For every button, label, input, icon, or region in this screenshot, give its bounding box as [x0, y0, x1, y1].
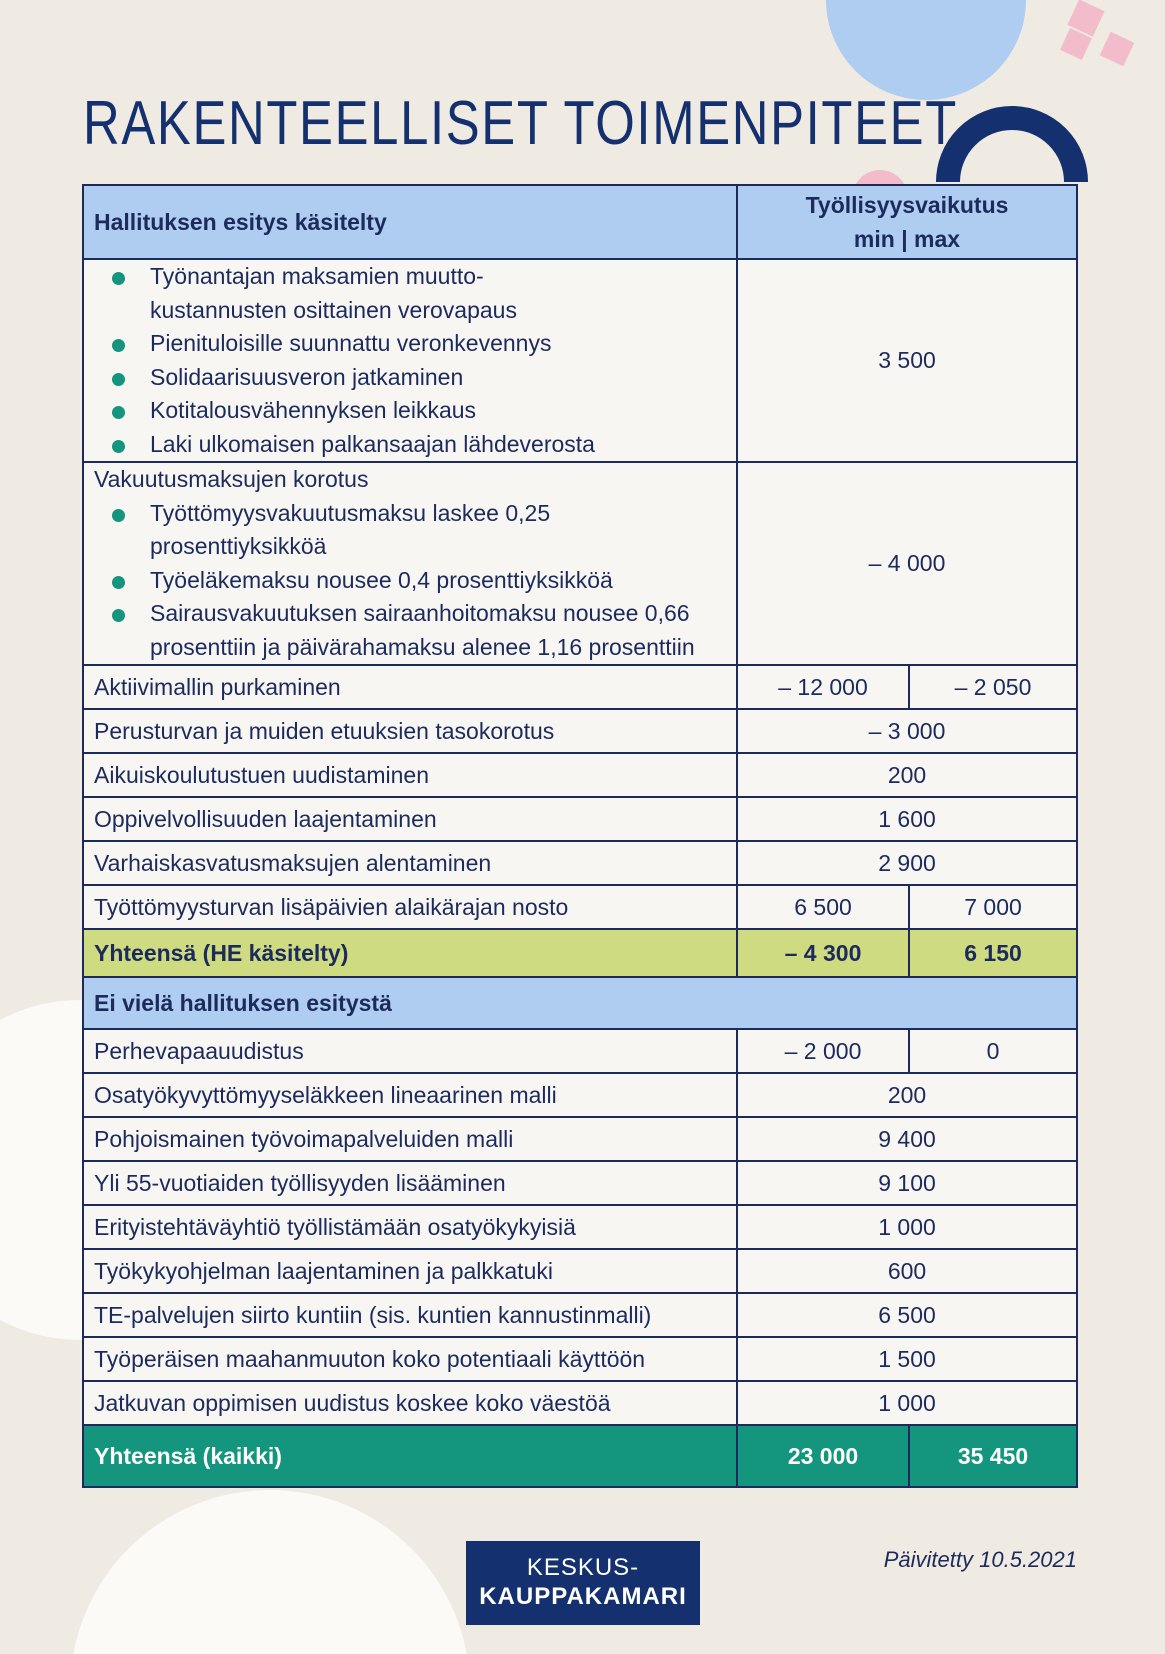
min-value: 6 500 [737, 885, 909, 929]
row-label: Erityistehtäväyhtiö työllistämään osatyökykyisiä [83, 1205, 737, 1249]
row-label: Työkykyohjelman laajentaminen ja palkkatuki [83, 1249, 737, 1293]
table-row [83, 1073, 1077, 1117]
table-row [83, 709, 1077, 753]
list-item: Työttömyysvakuutusmaksu laskee 0,25 prosenttiyksikköä [150, 497, 580, 564]
section-header-row [83, 977, 1077, 1029]
list-item: Pienituloisille suunnattu veronkevennys [150, 327, 726, 361]
value-cell: 200 [737, 753, 1077, 797]
header-value-title: Työllisyysvaikutus [805, 192, 1009, 218]
row-label: Pohjoismainen työvoimapalveluiden malli [83, 1117, 737, 1161]
row-label: Työperäisen maahanmuuton koko potentiaali käyttöön [83, 1337, 737, 1381]
bullet-list [94, 260, 726, 461]
subtotal-label: Yhteensä (HE käsitelty) [83, 929, 737, 977]
max-value: 7 000 [909, 885, 1077, 929]
table-row [83, 753, 1077, 797]
row-label: Varhaiskasvatusmaksujen alentaminen [83, 841, 737, 885]
table-row [83, 841, 1077, 885]
table-row [83, 1161, 1077, 1205]
light-blue-semicircle [826, 0, 1026, 100]
table-row [83, 1249, 1077, 1293]
row-label: Perusturvan ja muiden etuuksien tasokorotus [83, 709, 737, 753]
value-cell: 200 [737, 1073, 1077, 1117]
row-label: Jatkuvan oppimisen uudistus koskee koko väestöä [83, 1381, 737, 1425]
row-label: Aktiivimallin purkaminen [83, 665, 737, 709]
logo-line-2: KAUPPAKAMARI [479, 1583, 687, 1610]
page-title: RAKENTEELLISET TOIMENPITEET [83, 89, 958, 158]
min-value: – 2 000 [737, 1029, 909, 1073]
updated-date: Päivitetty 10.5.2021 [883, 1547, 1077, 1572]
navy-arc [948, 118, 1076, 182]
table-row [83, 259, 1077, 462]
white-circle [70, 1490, 470, 1654]
group-title: Vakuutusmaksujen korotus [94, 466, 369, 492]
value-cell: – 3 000 [737, 709, 1077, 753]
value-cell: 2 900 [737, 841, 1077, 885]
value-cell: 9 400 [737, 1117, 1077, 1161]
value-cell: – 4 000 [737, 462, 1077, 665]
table-row [83, 665, 1077, 709]
table-row [83, 1117, 1077, 1161]
list-item: Solidaarisuusveron jatkaminen [150, 361, 726, 395]
bullet-list [94, 497, 726, 665]
value-cell: 1 600 [737, 797, 1077, 841]
row-label: TE-palvelujen siirto kuntiin (sis. kuntien kannustinmalli) [83, 1293, 737, 1337]
table-row [83, 1205, 1077, 1249]
list-item: Sairausvakuutuksen sairaanhoitomaksu nousee 0,66 prosenttiin ja päivärahamaksu alenee 1,16 prosenttiin [150, 597, 726, 664]
table-row [83, 885, 1077, 929]
total-row [83, 1425, 1077, 1487]
bullet-list-cell [83, 259, 737, 462]
header-label: Hallituksen esitys käsitelty [83, 185, 737, 259]
min-value: – 12 000 [737, 665, 909, 709]
value-cell: 6 500 [737, 1293, 1077, 1337]
value-cell: 600 [737, 1249, 1077, 1293]
header-value-sub: min | max [853, 226, 961, 252]
list-item: Työnantajan maksamien muutto-kustannusten osittainen verovapaus [150, 260, 530, 327]
value-cell: 9 100 [737, 1161, 1077, 1205]
total-min: 23 000 [737, 1425, 909, 1487]
row-label: Osatyökyvyttömyyseläkkeen lineaarinen malli [83, 1073, 737, 1117]
value-cell: 1 000 [737, 1381, 1077, 1425]
list-item: Laki ulkomaisen palkansaajan lähdeverosta [150, 428, 726, 462]
header-value-cell [737, 185, 1077, 259]
total-max: 35 450 [909, 1425, 1077, 1487]
max-value: 0 [909, 1029, 1077, 1073]
keskuskauppakamari-logo [466, 1541, 700, 1625]
pink-square [1100, 32, 1135, 67]
table-row [83, 797, 1077, 841]
table-row [83, 1381, 1077, 1425]
bullet-list-cell [83, 462, 737, 665]
value-cell: 3 500 [737, 259, 1077, 462]
row-label: Oppivelvollisuuden laajentaminen [83, 797, 737, 841]
list-item: Kotitalousvähennyksen leikkaus [150, 394, 726, 428]
value-cell: 1 000 [737, 1205, 1077, 1249]
table-row [83, 1293, 1077, 1337]
subtotal-min: – 4 300 [737, 929, 909, 977]
table-row [83, 462, 1077, 665]
measures-table [82, 184, 1078, 1488]
table-row [83, 1337, 1077, 1381]
row-label: Yli 55-vuotiaiden työllisyyden lisääminen [83, 1161, 737, 1205]
max-value: – 2 050 [909, 665, 1077, 709]
total-label: Yhteensä (kaikki) [83, 1425, 737, 1487]
table-row [83, 1029, 1077, 1073]
subtotal-row [83, 929, 1077, 977]
table-header-row [83, 185, 1077, 259]
section-header: Ei vielä hallituksen esitystä [83, 977, 1077, 1029]
row-label: Aikuiskoulutustuen uudistaminen [83, 753, 737, 797]
row-label: Perhevapaauudistus [83, 1029, 737, 1073]
row-label: Työttömyysturvan lisäpäivien alaikärajan nosto [83, 885, 737, 929]
value-cell: 1 500 [737, 1337, 1077, 1381]
subtotal-max: 6 150 [909, 929, 1077, 977]
logo-line-1: KESKUS- [526, 1554, 640, 1581]
list-item: Työeläkemaksu nousee 0,4 prosenttiyksikköä [150, 564, 726, 598]
